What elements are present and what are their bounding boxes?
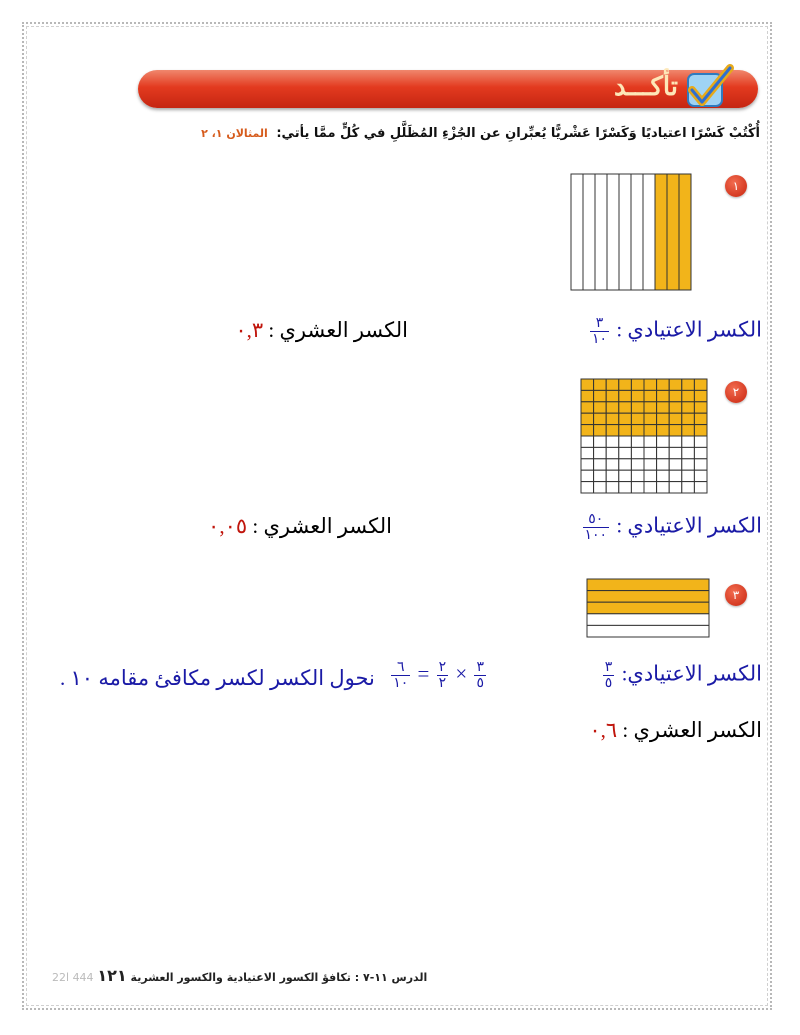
empty-cell: [606, 436, 619, 447]
shaded-strip: [655, 174, 667, 290]
decimal-value: ٠,٠٥: [208, 514, 248, 538]
fraction-numerator: ٦: [391, 660, 410, 676]
empty-cell: [619, 436, 632, 447]
decimal-label: الكسر العشري :: [622, 718, 762, 742]
empty-cell: [669, 459, 682, 470]
empty-cell: [606, 459, 619, 470]
empty-cell: [682, 447, 695, 458]
empty-cell: [669, 436, 682, 447]
shaded-cell: [594, 425, 607, 436]
fraction-numerator: ٣: [476, 660, 484, 675]
problem3-common-fraction: [601, 660, 762, 691]
empty-cell: [631, 447, 644, 458]
shaded-cell: [606, 379, 619, 390]
fraction-denominator: ١٠: [393, 676, 409, 691]
decimal-label: الكسر العشري :: [268, 318, 408, 342]
shaded-cell: [694, 379, 707, 390]
shaded-cell: [606, 390, 619, 401]
empty-cell: [644, 436, 657, 447]
checkmark-icon: [682, 64, 736, 110]
equivalence-equation: [389, 660, 488, 691]
empty-cell: [619, 482, 632, 493]
shaded-cell: [594, 379, 607, 390]
instruction-line: [201, 126, 760, 141]
empty-cell: [694, 482, 707, 493]
empty-cell: [631, 482, 644, 493]
empty-cell: [669, 470, 682, 481]
common-fraction-label: الكسر الاعتيادي :: [616, 317, 762, 342]
shaded-cell: [694, 402, 707, 413]
shaded-cell: [631, 425, 644, 436]
empty-cell: [644, 459, 657, 470]
empty-cell: [594, 436, 607, 447]
original-fraction: [474, 660, 486, 691]
empty-cell: [682, 482, 695, 493]
conversion-note: نحول الكسر لكسر مكافئ مقامه ١٠ .: [60, 666, 375, 690]
example-reference: المثالان ١، ٢: [201, 127, 268, 140]
shaded-cell: [682, 390, 695, 401]
empty-cell: [657, 470, 670, 481]
empty-cell: [594, 447, 607, 458]
problem-number-badge: ٣: [725, 584, 747, 606]
empty-strip: [587, 625, 709, 637]
shaded-cell: [581, 402, 594, 413]
shaded-cell: [606, 413, 619, 424]
hundredths-grid-model: [580, 378, 710, 496]
fraction-numerator: ٣: [604, 660, 613, 675]
shaded-cell: [644, 379, 657, 390]
shaded-cell: [669, 379, 682, 390]
shaded-cell: [669, 402, 682, 413]
shaded-cell: [669, 425, 682, 436]
shaded-cell: [644, 402, 657, 413]
empty-cell: [657, 459, 670, 470]
fifths-strip-model: [586, 578, 712, 640]
shaded-cell: [606, 402, 619, 413]
shaded-cell: [594, 402, 607, 413]
empty-strip: [631, 174, 643, 290]
shaded-cell: [694, 390, 707, 401]
problem-number-badge: ١: [725, 175, 747, 197]
empty-cell: [657, 482, 670, 493]
empty-cell: [631, 459, 644, 470]
shaded-cell: [657, 379, 670, 390]
shaded-cell: [619, 413, 632, 424]
common-fraction-label: الكسر الاعتيادي :: [616, 513, 762, 538]
shaded-cell: [594, 390, 607, 401]
empty-cell: [694, 459, 707, 470]
empty-cell: [694, 470, 707, 481]
tenths-strip-model: [570, 173, 710, 293]
problem1-common-fraction: [588, 316, 762, 347]
print-artifact: 444 ا22: [52, 971, 94, 984]
shaded-cell: [581, 425, 594, 436]
fraction-numerator: ٣: [590, 316, 609, 332]
shaded-cell: [694, 425, 707, 436]
empty-cell: [606, 470, 619, 481]
fraction-denominator: ٢: [438, 676, 447, 691]
problem2-decimal: [208, 514, 392, 539]
lesson-title: تكافؤ الكسور الاعتيادية والكسور العشرية: [130, 971, 351, 984]
shaded-cell: [644, 390, 657, 401]
shaded-strip: [587, 602, 709, 614]
empty-cell: [619, 459, 632, 470]
empty-strip: [607, 174, 619, 290]
equals-sign: =: [417, 661, 430, 686]
empty-cell: [682, 470, 695, 481]
shaded-cell: [657, 425, 670, 436]
shaded-cell: [581, 390, 594, 401]
empty-cell: [581, 482, 594, 493]
shaded-cell: [682, 379, 695, 390]
common-fraction: [590, 316, 609, 347]
fraction-denominator: ٥: [476, 676, 484, 691]
shaded-cell: [631, 413, 644, 424]
empty-cell: [606, 447, 619, 458]
shaded-cell: [619, 425, 632, 436]
empty-cell: [644, 447, 657, 458]
times-sign: ×: [455, 661, 468, 686]
shaded-cell: [619, 402, 632, 413]
shaded-cell: [619, 379, 632, 390]
decimal-value: ٠,٦: [589, 718, 618, 742]
fraction-numerator: ٥٠: [583, 512, 610, 528]
empty-cell: [644, 470, 657, 481]
fraction-denominator: ٥: [604, 676, 613, 691]
shaded-cell: [631, 379, 644, 390]
shaded-cell: [682, 425, 695, 436]
empty-cell: [644, 482, 657, 493]
shaded-strip: [667, 174, 679, 290]
common-fraction: [603, 660, 615, 691]
empty-cell: [594, 459, 607, 470]
empty-strip: [643, 174, 655, 290]
shaded-cell: [644, 413, 657, 424]
shaded-cell: [619, 390, 632, 401]
shaded-cell: [694, 413, 707, 424]
section-banner: [138, 70, 758, 108]
page-footer: [52, 966, 427, 985]
lesson-number: الدرس ١١-٧ :: [354, 971, 428, 984]
empty-cell: [619, 447, 632, 458]
shaded-strip: [679, 174, 691, 290]
shaded-cell: [657, 413, 670, 424]
empty-cell: [694, 447, 707, 458]
empty-cell: [694, 436, 707, 447]
empty-cell: [581, 436, 594, 447]
multiplier-fraction: [437, 660, 449, 691]
shaded-cell: [581, 413, 594, 424]
empty-cell: [631, 436, 644, 447]
shaded-cell: [669, 390, 682, 401]
empty-cell: [581, 447, 594, 458]
empty-cell: [594, 482, 607, 493]
empty-cell: [657, 447, 670, 458]
shaded-cell: [682, 402, 695, 413]
result-fraction: [391, 660, 410, 691]
empty-cell: [669, 447, 682, 458]
problem3-decimal: [589, 718, 762, 743]
banner-title: تأكـــد: [613, 72, 678, 102]
shaded-cell: [657, 402, 670, 413]
empty-strip: [619, 174, 631, 290]
shaded-strip: [587, 579, 709, 591]
fraction-denominator: ١٠٠: [584, 528, 608, 543]
problem-number-badge: ٢: [725, 381, 747, 403]
shaded-cell: [657, 390, 670, 401]
empty-cell: [581, 470, 594, 481]
empty-cell: [657, 436, 670, 447]
empty-cell: [594, 470, 607, 481]
empty-cell: [606, 482, 619, 493]
shaded-strip: [587, 591, 709, 603]
decimal-label: الكسر العشري :: [252, 514, 392, 538]
empty-cell: [669, 482, 682, 493]
fraction-numerator: ٢: [438, 660, 447, 675]
empty-cell: [631, 470, 644, 481]
problem2-common-fraction: [581, 512, 763, 543]
empty-cell: [682, 436, 695, 447]
common-fraction-label: الكسر الاعتيادي:: [621, 661, 762, 686]
empty-strip: [583, 174, 595, 290]
empty-cell: [619, 470, 632, 481]
shaded-cell: [669, 413, 682, 424]
shaded-cell: [644, 425, 657, 436]
empty-strip: [587, 614, 709, 626]
shaded-cell: [606, 425, 619, 436]
shaded-cell: [682, 413, 695, 424]
shaded-cell: [631, 390, 644, 401]
fraction-denominator: ١٠: [592, 332, 608, 347]
shaded-cell: [631, 402, 644, 413]
page-number: ١٢١: [97, 966, 127, 985]
decimal-value: ٠,٣: [235, 318, 264, 342]
instruction-text: أُكْتُبْ كَسْرًا اعتياديًا وَكَسْرًا عَشْريًّا يُعبِّرانِ عن الجُزْءِ المُظَلَّلِ في كُلٍّ ممَّا يأتي:: [276, 126, 760, 141]
shaded-cell: [581, 379, 594, 390]
empty-strip: [595, 174, 607, 290]
problem1-decimal: [235, 318, 408, 343]
empty-strip: [571, 174, 583, 290]
shaded-cell: [594, 413, 607, 424]
common-fraction: [583, 512, 610, 543]
empty-cell: [682, 459, 695, 470]
empty-cell: [581, 459, 594, 470]
